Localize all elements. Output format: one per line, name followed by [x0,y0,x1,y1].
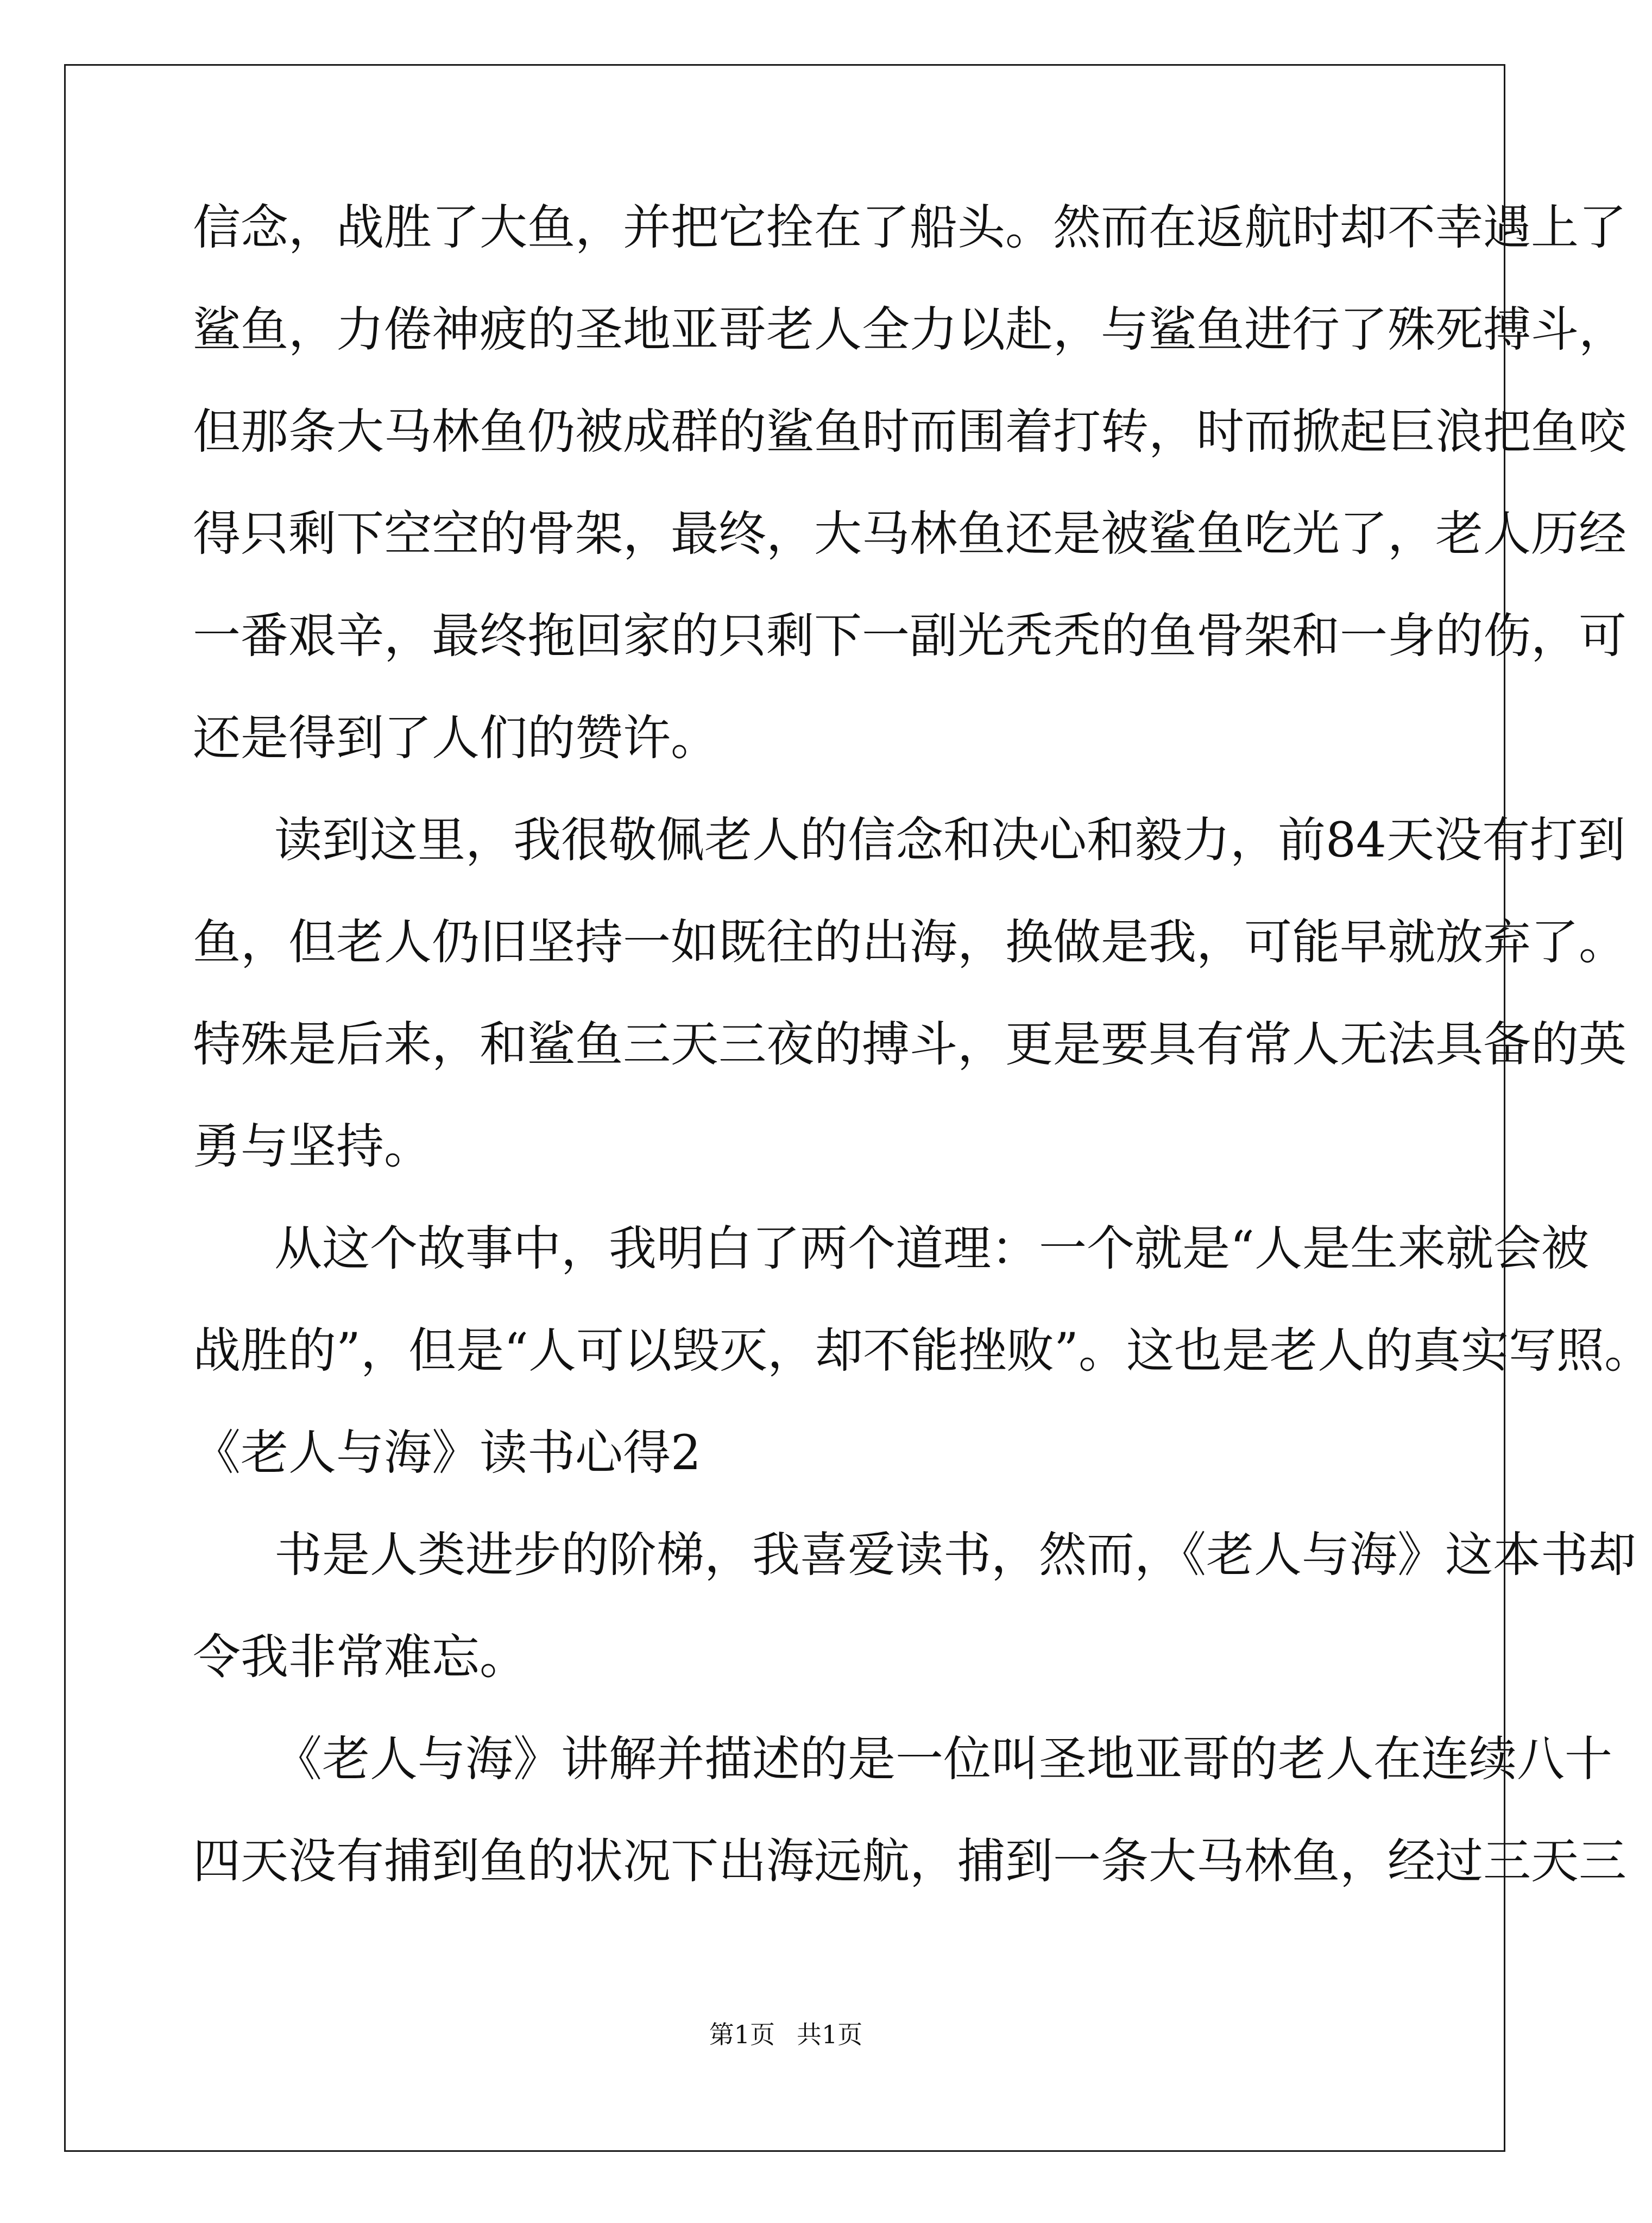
paragraph-line: 书是人类进步的阶梯，我喜爱读书，然而，《老人与海》这本书却 [274,1527,1637,1583]
paragraph-line: 鲨鱼，力倦神疲的圣地亚哥老人全力以赴，与鲨鱼进行了殊死搏斗， [193,301,1627,357]
paragraph-line: 战胜的”，但是“人可以毁灭，却不能挫败”。这也是老人的真实写照。 [193,1323,1652,1378]
paragraph-line: 还是得到了人们的赞许。 [193,710,719,766]
section-heading: 《老人与海》读书心得2 [193,1425,701,1481]
paragraph-line: 令我非常难忘。 [193,1629,528,1685]
page-number: 第1页 [709,2020,775,2049]
paragraph-line: 但那条大马林鱼仍被成群的鲨鱼时而围着打转，时而掀起巨浪把鱼咬 [193,404,1627,459]
paragraph-line: 《老人与海》讲解并描述的是一位叫圣地亚哥的老人在连续八十 [274,1731,1613,1787]
paragraph-line: 信念，战胜了大鱼，并把它拴在了船头。然而在返航时却不幸遇上了 [193,199,1627,255]
total-pages: 共1页 [797,2020,863,2049]
paragraph-line: 特殊是后来，和鲨鱼三天三夜的搏斗，更是要具有常人无法具备的英 [193,1016,1627,1072]
paragraph-line: 从这个故事中，我明白了两个道理：一个就是“人是生来就会被 [274,1220,1589,1276]
paragraph-line: 得只剩下空空的骨架，最终，大马林鱼还是被鲨鱼吃光了，老人历经 [193,506,1627,562]
paragraph-line: 鱼，但老人仍旧坚持一如既往的出海，换做是我，可能早就放弃了。 [193,914,1627,970]
paragraph-line: 读到这里，我很敬佩老人的信念和决心和毅力，前84天没有打到 [274,812,1625,868]
paragraph-line: 四天没有捕到鱼的状况下出海远航，捕到一条大马林鱼，经过三天三 [193,1833,1627,1889]
paragraph-line: 一番艰辛，最终拖回家的只剩下一副光秃秃的鱼骨架和一身的伤，可 [193,608,1627,664]
paragraph-line: 勇与坚持。 [193,1118,432,1174]
page-footer [0,2015,1572,2051]
document-body [193,177,1652,1912]
